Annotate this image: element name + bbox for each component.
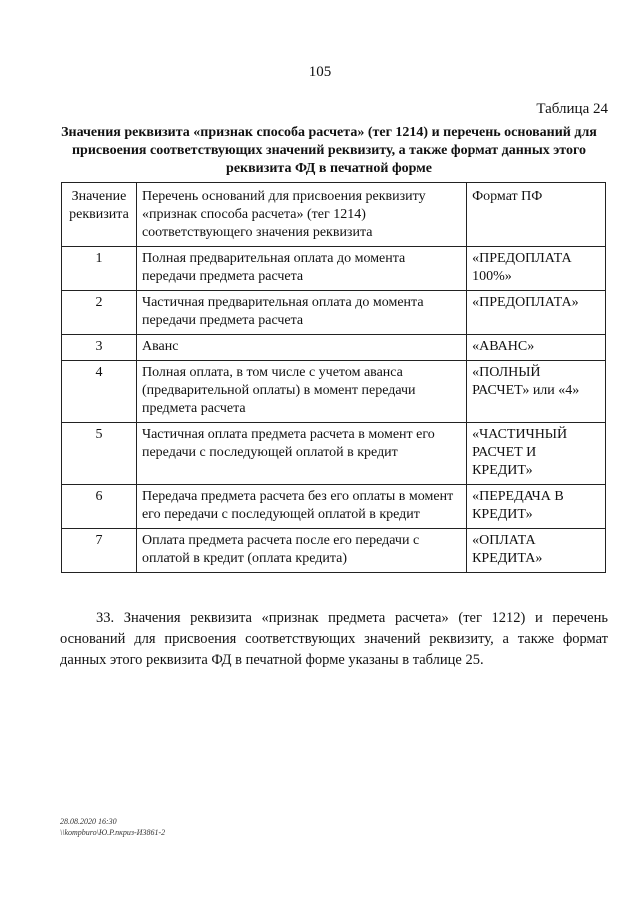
- table-row: [62, 335, 606, 361]
- cell-value: 1: [62, 247, 137, 291]
- cell-basis: Полная оплата, в том числе с учетом аванса (предварительной оплаты) в момент передачи предмета расчета: [136, 361, 466, 423]
- cell-value: 4: [62, 361, 137, 423]
- cell-basis: Аванс: [136, 335, 466, 361]
- header-basis: Перечень оснований для присвоения реквизиту «признак способа расчета» (тег 1214) соответствующего значения реквизита: [136, 183, 466, 247]
- paragraph-33: 33. Значения реквизита «признак предмета расчета» (тег 1212) и перечень оснований для присвоения соответствующих значений реквизиту, а также формат данных этого реквизита ФД в печатной форме указаны в таблице 25.: [60, 610, 608, 668]
- cell-basis: Передача предмета расчета без его оплаты в момент его передачи с последующей оплатой в кредит: [136, 485, 466, 529]
- footer-path: \\kompburo\Ю.Р.пкриз-И3861-2: [60, 828, 166, 837]
- page-number: 105: [308, 64, 332, 80]
- table-row: [62, 485, 606, 529]
- table-title: Значения реквизита «признак способа расчета» (тег 1214) и перечень оснований для присвоения соответствующих значений реквизиту, а также формат данных этого реквизита ФД в печатной форме: [61, 125, 597, 176]
- table-row: [62, 529, 606, 573]
- values-table: [61, 182, 606, 573]
- cell-format: «ПРЕДОПЛАТА 100%»: [467, 247, 606, 291]
- cell-format: «ЧАСТИЧНЫЙ РАСЧЕТ И КРЕДИТ»: [467, 423, 606, 485]
- cell-format: «ПОЛНЫЙ РАСЧЕТ» или «4»: [467, 361, 606, 423]
- header-value: Значение реквизита: [62, 183, 137, 247]
- cell-value: 6: [62, 485, 137, 529]
- cell-value: 7: [62, 529, 137, 573]
- cell-value: 2: [62, 291, 137, 335]
- table-row: [62, 291, 606, 335]
- cell-basis: Частичная предварительная оплата до момента передачи предмета расчета: [136, 291, 466, 335]
- table-row: [62, 361, 606, 423]
- table-label: Таблица 24: [536, 101, 608, 117]
- table-header-row: [62, 183, 606, 247]
- table-row: [62, 247, 606, 291]
- cell-basis: Оплата предмета расчета после его передачи с оплатой в кредит (оплата кредита): [136, 529, 466, 573]
- cell-basis: Полная предварительная оплата до момента передачи предмета расчета: [136, 247, 466, 291]
- header-format: Формат ПФ: [467, 183, 606, 247]
- document-footer: [60, 816, 165, 838]
- cell-basis: Частичная оплата предмета расчета в момент его передачи с последующей оплатой в кредит: [136, 423, 466, 485]
- cell-format: «ПРЕДОПЛАТА»: [467, 291, 606, 335]
- cell-format: «АВАНС»: [467, 335, 606, 361]
- cell-format: «ПЕРЕДАЧА В КРЕДИТ»: [467, 485, 606, 529]
- footer-timestamp: 28.08.2020 16:30: [60, 817, 117, 826]
- table-row: [62, 423, 606, 485]
- cell-value: 5: [62, 423, 137, 485]
- cell-value: 3: [62, 335, 137, 361]
- cell-format: «ОПЛАТА КРЕДИТА»: [467, 529, 606, 573]
